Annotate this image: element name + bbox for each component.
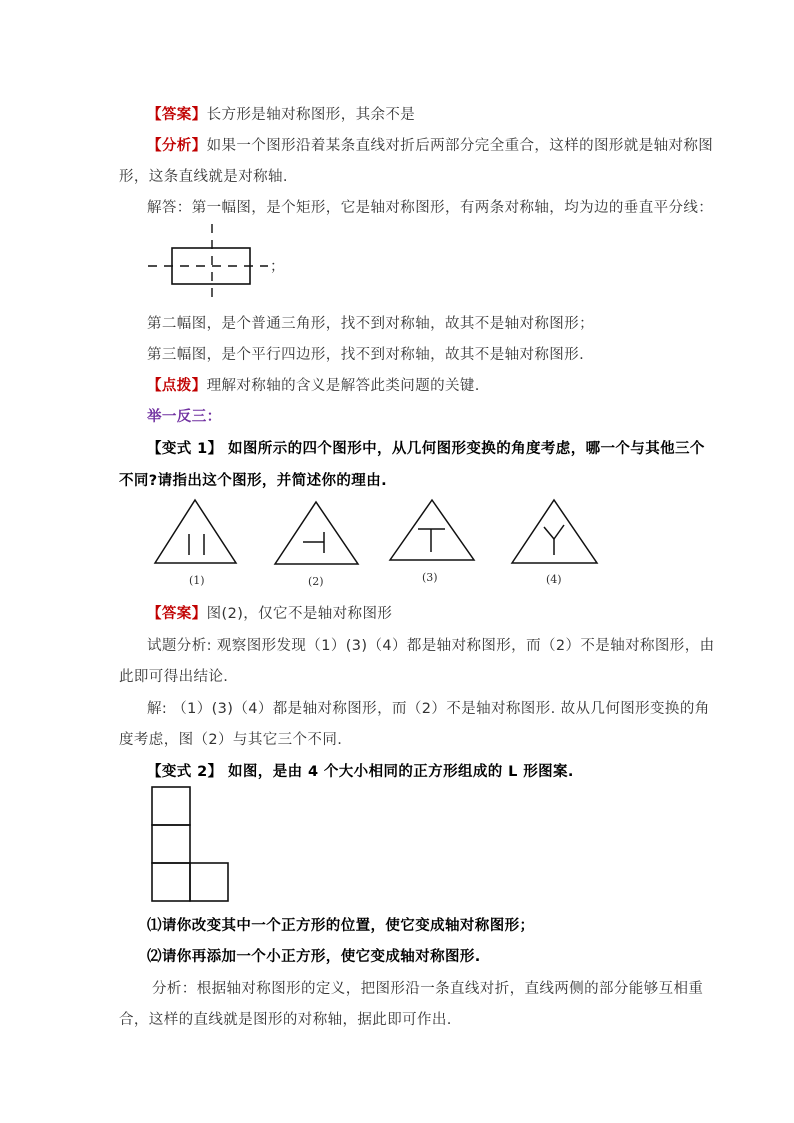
analysis-tag: 【分析】 [147,138,207,154]
tip-tag: 【点拨】 [147,378,207,394]
solution-line: 解答：第一幅图，是个矩形，它是轴对称图形，有两条对称轴，均为边的垂直平分线： [147,200,714,216]
triangle-3 [390,500,474,560]
variant1-exam-line-1: 试题分析: 观察图形发现（1）(3)（4）都是轴对称图形，而（2）不是轴对称图形，由 [147,638,715,654]
variant1-solution-line-2: 度考虑，图（2）与其它三个不同. [119,732,343,748]
variant2-part-1: ⑴请你改变其中一个正方形的位置，使它变成轴对称图形； [147,918,535,934]
l-shape-figure [150,785,234,903]
variant1-answer-tag: 【答案】 [147,606,207,622]
answer-line [147,103,415,124]
triangle-2-label: (2) [308,575,324,588]
triangle-1-label: (1) [189,574,205,587]
l-square-3 [152,863,190,901]
third-figure-line: 第三幅图，是个平行四边形，找不到对称轴，故其不是轴对称图形. [147,347,585,363]
variant1-solution-line-1: 解: （1）(3)（4）都是轴对称图形，而（2）不是轴对称图形. 故从几何图形变换的角 [147,701,710,717]
variant1-answer-text: 图(2)，仅它不是轴对称图形 [206,606,393,622]
triangle-3-label: (3) [422,571,438,584]
variant2-question-line [147,760,574,781]
tip-line [147,374,480,395]
section-title: 举一反三： [147,409,222,425]
variant2-question-text: 如图，是由 4 个大小相同的正方形组成的 L 形图案. [222,764,574,780]
figure-suffix: ； [270,259,285,275]
l-square-4 [190,863,228,901]
answer-text: 长方形是轴对称图形，其余不是 [206,107,416,123]
answer-tag: 【答案】 [147,107,207,123]
variant2-analysis-line-1: 分析：根据轴对称图形的定义，把图形沿一条直线对折，直线两侧的部分能够互相重 [152,981,704,997]
triangles-figure [150,497,610,592]
variant1-answer-line [147,602,392,623]
variant1-question-line-1 [147,437,705,458]
triangle-1 [155,500,236,563]
analysis-line-2: 形，这条直线就是对称轴. [119,169,288,185]
analysis-text-1: 如果一个图形沿着某条直线对折后两部分完全重合，这样的图形就是轴对称图 [206,138,714,154]
second-figure-line: 第二幅图，是个普通三角形，找不到对称轴，故其不是轴对称图形； [147,316,594,332]
tip-text: 理解对称轴的含义是解答此类问题的关键. [206,378,480,394]
variant1-exam-line-2: 此即可得出结论. [119,669,229,685]
triangle-4-label: (4) [546,573,562,586]
triangle-4-stroke-right-arm [554,525,564,539]
variant2-tag: 【变式 2】 [147,764,223,780]
l-square-2 [152,825,190,863]
rectangle-figure [140,222,280,302]
variant1-question-line-2: 不同?请指出这个图形，并简述你的理由. [119,473,388,489]
variant2-part-2: ⑵请你再添加一个小正方形，使它变成轴对称图形. [147,949,481,965]
variant1-tag: 【变式 1】 [147,441,223,457]
triangle-4-stroke-left-arm [544,527,554,539]
variant1-question-text-1: 如图所示的四个图形中，从几何图形变换的角度考虑，哪一个与其他三个 [222,441,705,457]
triangle-2 [275,502,358,564]
analysis-line-1 [147,134,713,155]
l-square-1 [152,787,190,825]
variant2-analysis-line-2: 合，这样的直线就是图形的对称轴，据此即可作出. [119,1012,452,1028]
